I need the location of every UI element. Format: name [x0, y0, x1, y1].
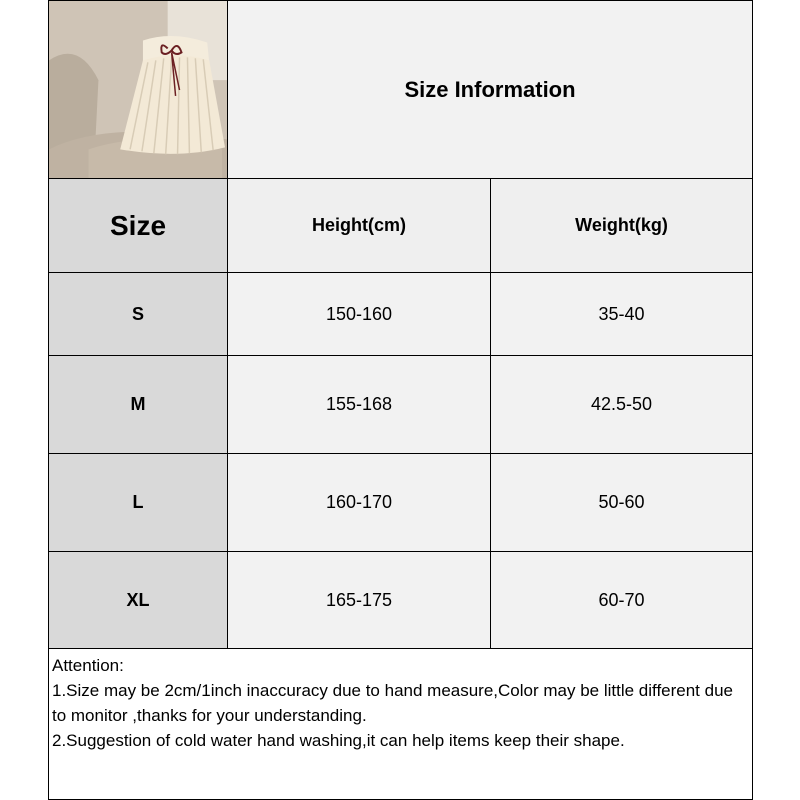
- size-cell: S: [49, 273, 228, 356]
- height-cell: 165-175: [228, 552, 491, 650]
- weight-cell: 35-40: [491, 273, 753, 356]
- size-cell: XL: [49, 552, 228, 650]
- column-header-size: Size: [49, 179, 228, 273]
- notes-title: Attention:: [52, 656, 124, 675]
- notes-line-1: 1.Size may be 2cm/1inch inaccuracy due to hand measure,Color may be little different due to monitor ,thanks for your understanding.: [52, 681, 733, 725]
- size-cell: M: [49, 356, 228, 454]
- height-cell: 155-168: [228, 356, 491, 454]
- notes-line-2: 2.Suggestion of cold water hand washing,it can help items keep their shape.: [52, 731, 625, 750]
- skirt-image: [49, 1, 227, 178]
- weight-cell: 50-60: [491, 454, 753, 552]
- header-title-cell: [227, 0, 753, 179]
- page-title: Size Information: [404, 76, 576, 102]
- height-cell: 150-160: [228, 273, 491, 356]
- weight-cell: 60-70: [491, 552, 753, 650]
- weight-cell: 42.5-50: [491, 356, 753, 454]
- product-photo: [48, 0, 228, 179]
- size-cell: L: [49, 454, 228, 552]
- table-header-row: [49, 179, 753, 273]
- height-cell: 160-170: [228, 454, 491, 552]
- column-header-weight: Weight(kg): [491, 179, 753, 273]
- column-header-height: Height(cm): [228, 179, 491, 273]
- attention-notes: [48, 648, 753, 800]
- table-row: [49, 454, 753, 552]
- table-row: [49, 356, 753, 454]
- size-table: [48, 178, 753, 650]
- table-row: [49, 273, 753, 356]
- table-row: [49, 552, 753, 650]
